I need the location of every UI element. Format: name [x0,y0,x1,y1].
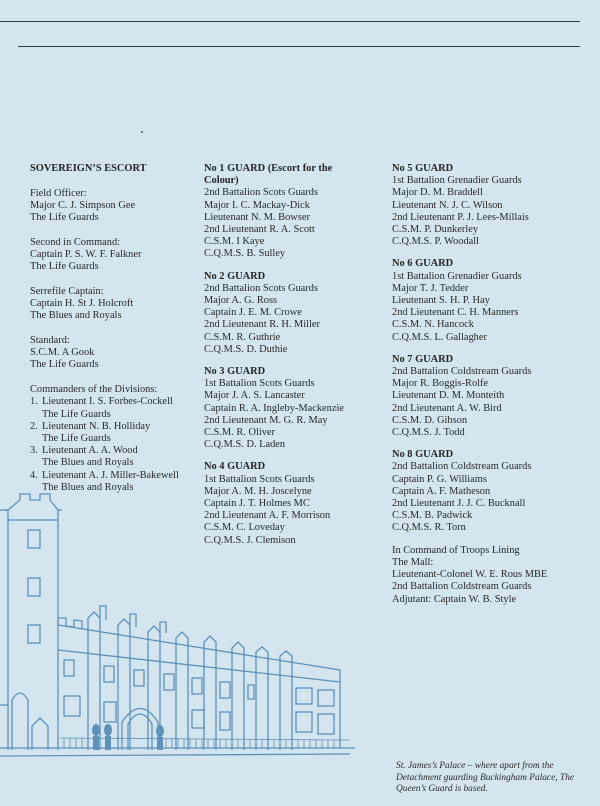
guard-line: C.Q.M.S. D. Duthie [204,343,288,355]
standard-name: S.C.M. A Gook [30,347,95,359]
guard-line: C.S.M. B. Padwick [392,510,473,522]
guard-line: C.Q.M.S. L. Gallagher [392,331,487,343]
guard-line: Lieutenant N. J. C. Wilson [392,199,503,211]
guard-line: C.Q.M.S. D. Laden [204,439,286,451]
guard-line: 2nd Lieutenant J. J. C. Bucknall [392,498,526,510]
second-rule [18,46,580,47]
division-unit: The Life Guards [42,408,111,420]
stray-mark [141,131,143,133]
guard-title: No 8 GUARD [392,449,454,461]
guard-title: No 7 GUARD [392,353,454,365]
guard-title: No 6 GUARD [392,258,454,270]
guard-line: 1st Battalion Scots Guards [204,378,315,390]
guard-line: 2nd Lieutenant R. H. Miller [204,319,321,331]
guard-line: Major I. C. Mackay-Dick [204,199,310,211]
division-unit: The Life Guards [42,432,111,444]
guard-line: Lieutenant N. M. Bowser [204,211,310,223]
guard-line: Lieutenant S. H. P. Hay [392,295,490,307]
guard-line: C.S.M. P. Dunkerley [392,224,479,236]
division-unit: The Blues and Royals [42,481,134,493]
guard-line: C.Q.M.S. P. Woodall [392,236,480,248]
divisions-label: Commanders of the Divisions: [30,384,158,396]
division-item: 2. Lieutenant N. B. Holliday [30,420,151,432]
lining-line: Lieutenant-Colonel W. E. Rous MBE [392,569,548,581]
sovereigns-escort-column [30,163,200,494]
guard-line: C.Q.M.S. J. Todd [392,427,465,439]
lining-line: The Mall: [392,556,434,568]
guard-line: C.S.M. I Kaye [204,236,265,248]
guard-line: 2nd Lieutenant P. J. Lees-Millais [392,211,529,223]
guard-line: Major D. M. Braddell [392,187,483,199]
guard-title: No 2 GUARD [204,270,266,282]
serrefile-unit: The Blues and Royals [30,310,122,322]
guard-title: No 3 GUARD [204,366,266,378]
division-item: 4. Lieutenant A. J. Miller-Bakewell [30,469,179,481]
guard-line: Major A. G. Ross [204,295,278,307]
top-rule [0,21,580,22]
guard-line: 2nd Lieutenant M. G. R. May [204,414,328,426]
photo-caption: St. James’s Palace – where apart from the Detachment guarding Buckingham Palace, The Queen’s Guard is based. [396,761,574,795]
guard-line: Captain J. E. M. Crowe [204,307,302,319]
lining-line: Adjutant: Captain W. B. Style [392,593,517,605]
guard-line: 1st Battalion Grenadier Guards [392,175,522,187]
field-officer-unit: The Life Guards [30,212,99,224]
guard-line: 2nd Battalion Coldstream Guards [392,366,532,378]
guard-line: 2nd Lieutenant A. F. Morrison [204,510,331,522]
guard-line: Captain P. G. Williams [392,473,487,485]
guard-line: 2nd Battalion Coldstream Guards [392,461,532,473]
section-heading: SOVEREIGN’S ESCORT [30,163,147,174]
field-officer-name: Major C. J. Simpson Gee [30,199,136,211]
serrefile-label: Serrefile Captain: [30,285,104,297]
standard-unit: The Life Guards [30,359,99,371]
guard-line: 2nd Battalion Scots Guards [204,282,318,294]
guard-line: Major R. Boggis-Rolfe [392,378,489,390]
guard-line: C.Q.M.S. J. Clemison [204,534,296,546]
serrefile-name: Captain H. St J. Holcroft [30,298,134,310]
guard-line: C.S.M. R. Oliver [204,427,276,439]
guard-line: Lieutenant D. M. Monteith [392,390,505,402]
guard-line: Captain R. A. Ingleby-Mackenzie [204,402,344,414]
guard-line: 1st Battalion Scots Guards [204,473,315,485]
guard-title: No 1 GUARD (Escort for the [204,163,333,174]
guard-title: No 5 GUARD [392,163,454,174]
guard-line: C.S.M. N. Hancock [392,319,474,331]
division-item: 3. Lieutenant A. A. Wood [30,445,138,457]
guard-line: C.Q.M.S. R. Torn [392,522,466,534]
guard-line: C.S.M. C. Loveday [204,522,285,534]
guard-line: 2nd Lieutenant C. H. Manners [392,307,519,319]
division-item: 1. Lieutenant I. S. Forbes-Cockell [30,396,173,408]
guard-line: 2nd Lieutenant R. A. Scott [204,224,315,236]
guard-line: C.S.M. R. Guthrie [204,331,281,343]
lining-line: In Command of Troops Lining [392,544,520,556]
guard-line: Major J. A. S. Lancaster [204,390,305,402]
standard-label: Standard: [30,335,70,347]
second-in-command-name: Captain P. S. W. F. Falkner [30,249,142,261]
division-unit: The Blues and Royals [42,457,134,469]
guard-line: Major A. M. H. Joscelyne [204,485,312,497]
guard-line: C.Q.M.S. B. Sulley [204,248,286,260]
guard-line: 2nd Battalion Scots Guards [204,187,318,199]
second-in-command-label: Second in Command: [30,236,121,248]
st-james-palace-illustration [0,490,360,770]
second-in-command-unit: The Life Guards [30,261,99,273]
guard-title: No 4 GUARD [204,461,266,473]
guard-line: Captain J. T. Holmes MC [204,498,310,510]
guard-line: C.S.M. D. Gibson [392,414,468,426]
guards-5-8-column [392,163,597,606]
guard-line: 2nd Lieutenant A. W. Bird [392,402,502,414]
guard-line: Captain A. F. Matheson [392,485,491,497]
guard-line: Major T. J. Tedder [392,282,469,294]
field-officer-label: Field Officer: [30,187,87,199]
guard-line: 1st Battalion Grenadier Guards [392,270,522,282]
guard-title-cont: Colour) [204,175,239,187]
lining-line: 2nd Battalion Coldstream Guards [392,581,532,593]
